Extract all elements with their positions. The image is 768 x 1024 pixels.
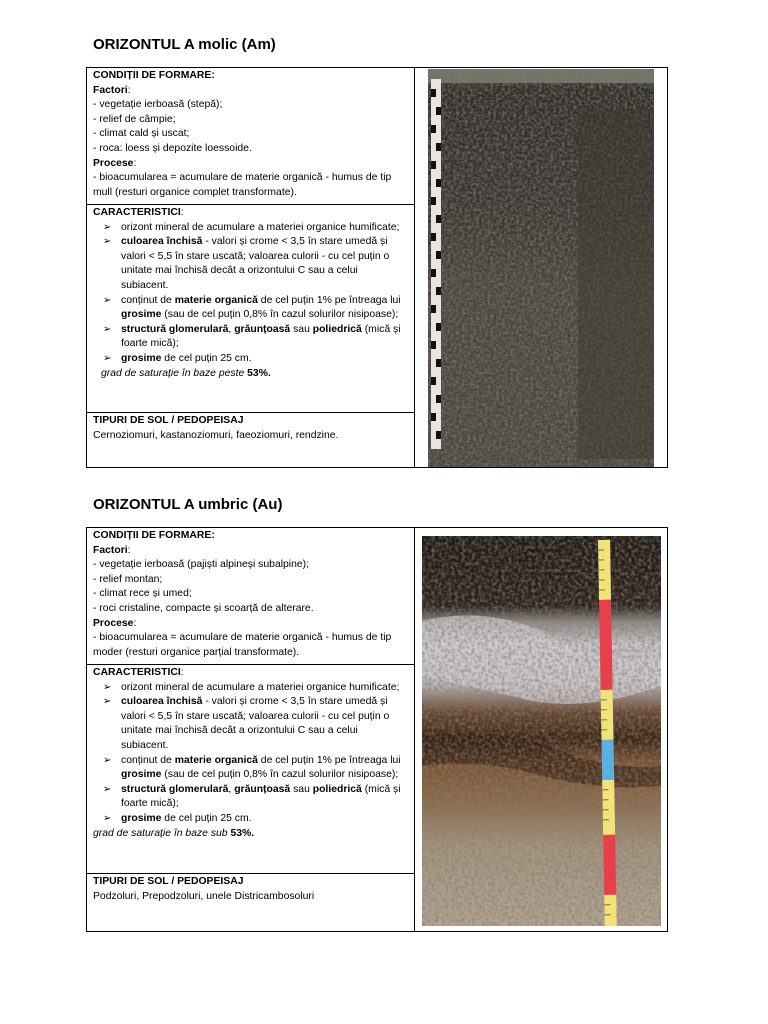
formation-conditions-cell bbox=[87, 528, 414, 664]
photo-column bbox=[415, 528, 667, 931]
characteristic-item: ➢ structură glomerulară, grăunțoasă sau poliedrică (mică și foarte mică); bbox=[93, 783, 408, 812]
characteristics-cell bbox=[87, 204, 414, 412]
horizon-table-molic bbox=[86, 67, 668, 468]
characteristic-item: ➢ grosime de cel puțin 25 cm. bbox=[93, 352, 408, 367]
conditions-heading: CONDIȚII DE FORMARE: bbox=[93, 70, 215, 81]
factor-item: - climat cald și uscat; bbox=[93, 128, 190, 140]
conditions-heading: CONDIȚII DE FORMARE: bbox=[93, 530, 215, 541]
soil-profile-photo-molic bbox=[428, 69, 654, 467]
saturation-note bbox=[93, 827, 408, 842]
characteristics-cell bbox=[87, 664, 414, 873]
characteristic-item: ➢ orizont mineral de acumulare a materiei organice humificate; bbox=[93, 221, 408, 236]
factor-item: - vegetație ierboasă (stepă); bbox=[93, 99, 223, 111]
soil-profile-photo-umbric bbox=[422, 536, 661, 926]
characteristics-heading: CARACTERISTICI bbox=[93, 667, 181, 678]
saturation-text: grad de saturație în baze peste bbox=[101, 367, 248, 379]
factor-item: - relief de câmpie; bbox=[93, 113, 176, 125]
soil-types-cell bbox=[87, 873, 414, 931]
characteristics-line: CARACTERISTICI: bbox=[93, 667, 184, 678]
section-title-umbric: ORIZONTUL A umbric (Au) bbox=[93, 496, 283, 513]
processes-text: - bioacumularea = acumulare de materie organică - humus de tip mull (resturi organice complet transformate). bbox=[93, 172, 392, 198]
characteristic-item: ➢ orizont mineral de acumulare a materiei organice humificate; bbox=[93, 681, 408, 696]
characteristic-item: ➢ conținut de materie organică de cel puțin 1% pe întreaga lui grosime (sau de cel puțin 0,8% în cazul solurilor nisipoase); bbox=[93, 294, 408, 323]
processes-text: - bioacumularea = acumulare de materie organică - humus de tip moder (resturi organice parțial transformate). bbox=[93, 632, 392, 658]
factor-item: - roca: loess și depozite loessoide. bbox=[93, 142, 252, 154]
characteristic-item: ➢ culoarea închisă - valori și crome < 3,5 în stare umedă și valori < 5,5 în stare uscată; valoarea culorii - cu cel puțin o unitate mai închisă decât a orizontului C sau a celui subiacent. bbox=[93, 235, 408, 293]
characteristics-list bbox=[93, 221, 408, 367]
processes-label: Procese bbox=[93, 157, 134, 169]
soil-types-cell bbox=[87, 412, 414, 467]
text-column bbox=[87, 68, 415, 467]
factors-line: Factori: bbox=[93, 84, 131, 96]
characteristics-list bbox=[93, 681, 408, 827]
soil-types-heading: TIPURI DE SOL / PEDOPEISAJ bbox=[93, 415, 244, 426]
saturation-note bbox=[93, 367, 408, 382]
factor-item: - climat rece și umed; bbox=[93, 588, 192, 600]
characteristics-heading: CARACTERISTICI bbox=[93, 207, 181, 218]
soil-types-text: Podzoluri, Prepodzoluri, unele Districambosoluri bbox=[93, 890, 315, 902]
formation-conditions-cell bbox=[87, 68, 414, 204]
characteristics-line: CARACTERISTICI: bbox=[93, 207, 184, 218]
section-title-molic: ORIZONTUL A molic (Am) bbox=[93, 36, 276, 53]
characteristic-item: ➢ structură glomerulară, grăunțoasă sau poliedrică (mică și foarte mică); bbox=[93, 323, 408, 352]
processes-label: Procese bbox=[93, 617, 134, 629]
photo-column bbox=[415, 68, 667, 467]
factors-line: Factori: bbox=[93, 544, 131, 556]
processes-line: Procese: bbox=[93, 157, 137, 169]
saturation-value: 53%. bbox=[230, 827, 255, 839]
characteristic-item: ➢ conținut de materie organică de cel puțin 1% pe întreaga lui grosime (sau de cel puțin 0,8% în cazul solurilor nisipoase); bbox=[93, 754, 408, 783]
soil-types-heading: TIPURI DE SOL / PEDOPEISAJ bbox=[93, 876, 244, 887]
saturation-text: grad de saturație în baze sub bbox=[93, 827, 231, 839]
saturation-value: 53%. bbox=[247, 367, 271, 379]
soil-types-text: Cernoziomuri, kastanoziomuri, faeoziomuri, rendzine. bbox=[93, 429, 339, 441]
text-column bbox=[87, 528, 415, 931]
characteristic-item: ➢ grosime de cel puțin 25 cm. bbox=[93, 812, 408, 827]
horizon-table-umbric bbox=[86, 527, 668, 932]
processes-line: Procese: bbox=[93, 617, 137, 629]
factors-label: Factori bbox=[93, 84, 128, 96]
characteristic-item: ➢ culoarea închisă - valori și crome < 3,5 în stare umedă și valori < 5,5 în stare uscată; valoarea culorii - cu cel puțin o unitate mai închisă decât a orizontului C sau a celui subiacent. bbox=[93, 695, 408, 753]
factor-item: - vegetație ierboasă (pajiști alpineși subalpine); bbox=[93, 559, 310, 571]
factor-item: - roci cristaline, compacte și scoarță de alterare. bbox=[93, 602, 314, 614]
factors-label: Factori bbox=[93, 544, 128, 556]
factor-item: - relief montan; bbox=[93, 573, 163, 585]
